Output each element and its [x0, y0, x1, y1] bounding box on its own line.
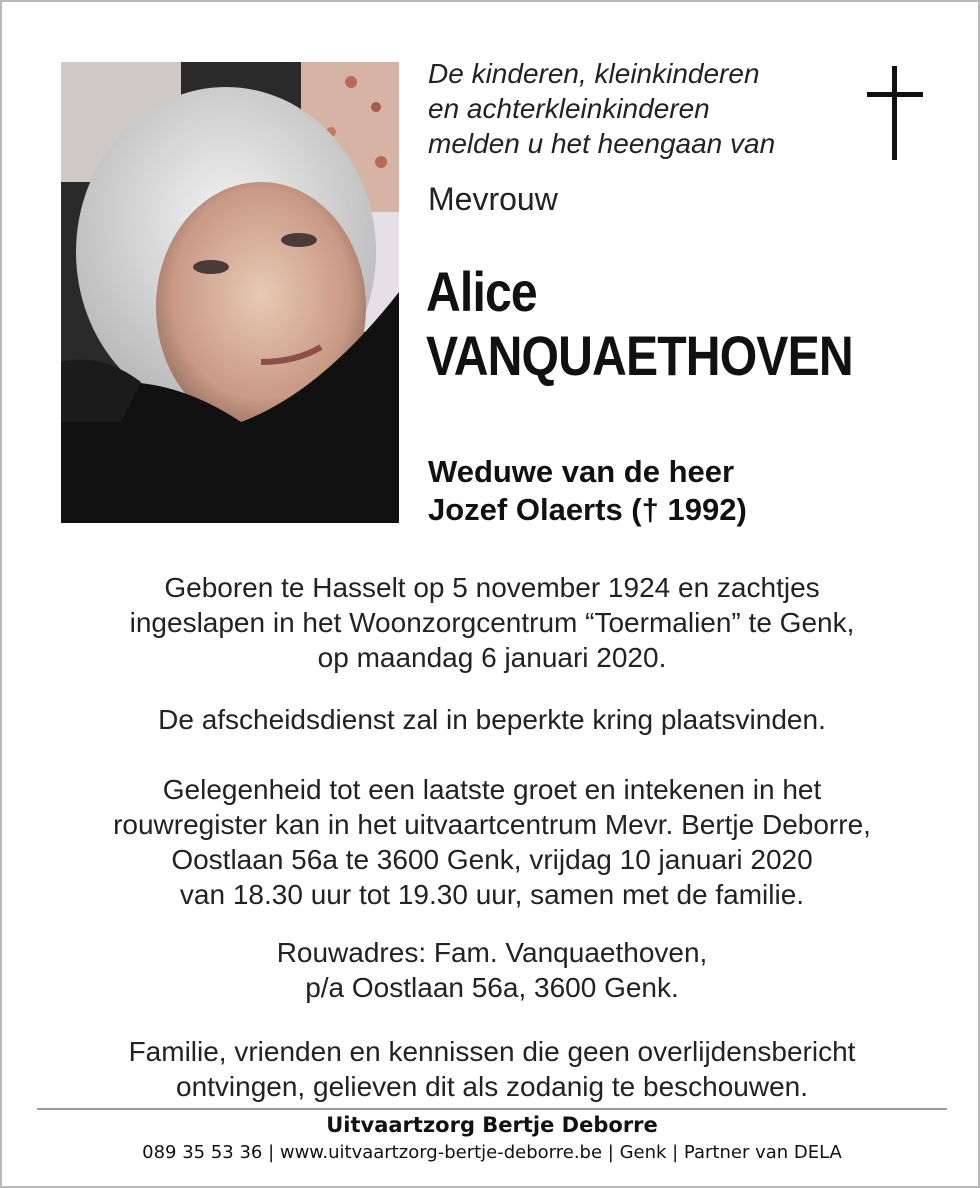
paragraph-line: rouwregister kan in het uitvaartcentrum Mevr. Bertje Deborre,: [113, 809, 871, 840]
paragraph-line: Oostlaan 56a te 3600 Genk, vrijdag 10 januari 2020: [171, 844, 813, 875]
paragraph-line: p/a Oostlaan 56a, 3600 Genk.: [305, 972, 679, 1003]
service-paragraph: [42, 702, 942, 737]
widow-statement: [428, 453, 747, 529]
mourning-address-paragraph: [42, 935, 942, 1005]
honorific: Mevrouw: [428, 181, 558, 217]
paragraph-line: Gelegenheid tot een laatste groet en intekenen in het: [162, 774, 822, 805]
paragraph-line: ontvingen, gelieven dit als zodanig te beschouwen.: [176, 1071, 808, 1102]
intro-line: en achterkleinkinderen: [428, 93, 710, 124]
paragraph-line: Geboren te Hasselt op 5 november 1924 en zachtjes: [164, 572, 820, 603]
announcement-intro: [428, 56, 848, 161]
cross-icon: [867, 66, 923, 160]
paragraph-line: ingeslapen in het Woonzorgcentrum “Toermalien” te Genk,: [129, 607, 855, 638]
widow-line: Jozef Olaerts († 1992): [428, 492, 747, 527]
paragraph-line: op maandag 6 januari 2020.: [317, 642, 667, 673]
paragraph-line: Rouwadres: Fam. Vanquaethoven,: [276, 937, 708, 968]
last-name: VANQUAETHOVEN: [426, 324, 853, 387]
deceased-name: [426, 260, 853, 388]
funeral-company-name: Uitvaartzorg Bertje Deborre: [326, 1113, 658, 1137]
widow-line: Weduwe van de heer: [428, 454, 735, 489]
paragraph-line: Familie, vrienden en kennissen die geen overlijdensbericht: [128, 1036, 856, 1067]
closing-paragraph: [42, 1034, 942, 1104]
visitation-paragraph: [42, 772, 942, 912]
portrait-image: [61, 62, 399, 523]
portrait-photo: [61, 62, 399, 523]
paragraph-line: De afscheidsdienst zal in beperkte kring plaatsvinden.: [158, 704, 826, 735]
funeral-company-contact: 089 35 53 36 | www.uitvaartzorg-bertje-deborre.be | Genk | Partner van DELA: [142, 1142, 842, 1163]
intro-line: melden u het heengaan van: [428, 128, 776, 159]
birth-death-paragraph: [42, 570, 942, 675]
first-name: Alice: [426, 260, 537, 323]
paragraph-line: van 18.30 uur tot 19.30 uur, samen met de familie.: [179, 879, 805, 910]
intro-line: De kinderen, kleinkinderen: [428, 58, 760, 89]
